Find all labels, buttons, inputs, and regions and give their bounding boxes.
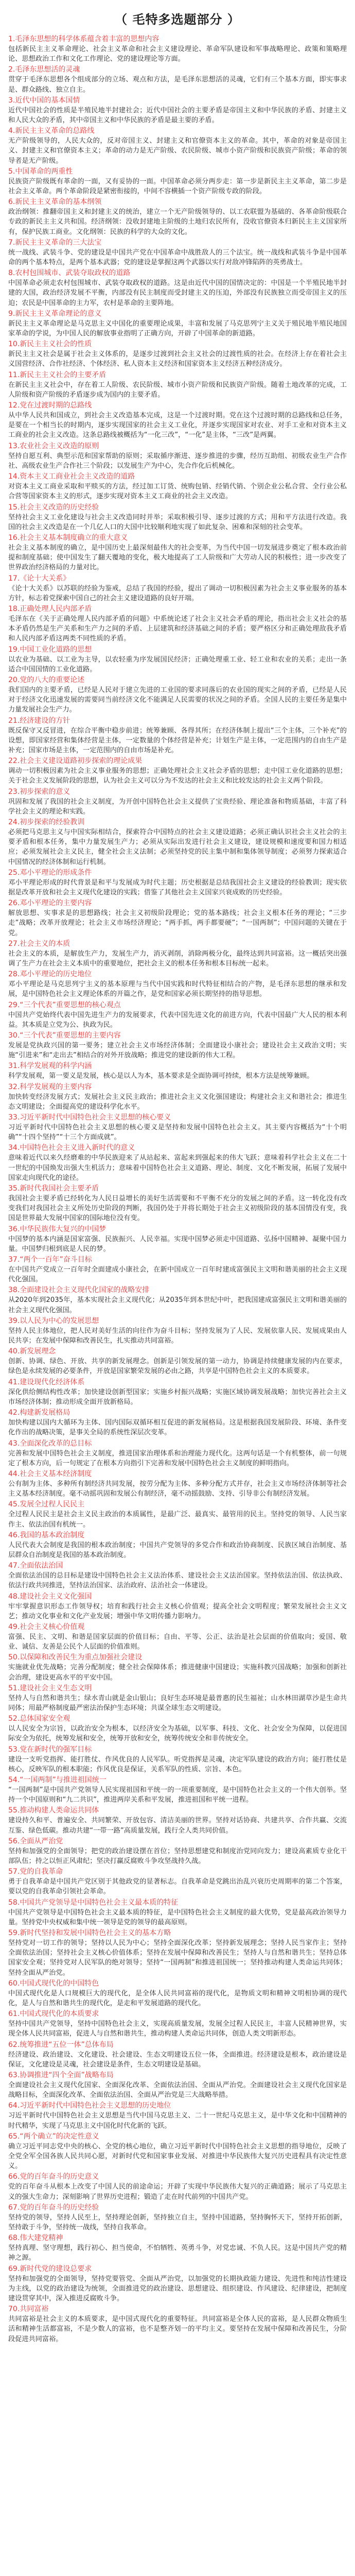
question-item [8, 645, 347, 674]
question-answer: 统一战线、武装斗争、党的建设是中国共产党在中国革命中战胜敌人的三个法宝。统一战线和武装斗争是中国革命的两个基本特点，是两个基本武器；党的建设是掌握这两个武器以实行对敌冲锋陷阵的英勇战士。 [8, 248, 347, 267]
question-answer: 习近平新时代中国特色社会主义思想是当代中国马克思主义、二十一世纪马克思主义，是中华文化和中国精神的时代精华，实现了马克思主义中国化时代化新的飞跃。 [8, 2112, 347, 2130]
question-title: 64.习近平新时代中国特色社会主义思想的历史地位 [8, 2102, 171, 2110]
question-item [8, 1347, 347, 1376]
question-answer: 中国共产党始终代表中国先进生产力的发展要求，代表中国先进文化的前进方向，代表中国最广大人民的根本利益。其本质是立党为公、执政为民。 [8, 1011, 347, 1029]
question-answer: 近代中国社会的性质是半殖民地半封建社会；近代中国社会的主要矛盾是帝国主义和中华民族的矛盾、封建主义和人民大众的矛盾，其中帝国主义和中华民族的矛盾是最主要的矛盾。 [8, 106, 347, 125]
question-item [8, 604, 347, 644]
question-item [8, 1714, 347, 1743]
question-item [8, 2040, 347, 2070]
question-item [8, 309, 347, 338]
question-list [8, 35, 347, 2344]
question-answer: 深化供给侧结构性改革；加快建设创新型国家；实施乡村振兴战略；实施区域协调发展战略；加快完善社会主义市场经济体制；推动形成全面开放新格局。 [8, 1388, 347, 1406]
question-item [8, 1561, 347, 1590]
question-item [8, 238, 347, 267]
question-title: 5.中国革命的两重性 [8, 167, 73, 176]
question-item [8, 1184, 347, 1224]
question-title: 33.习近平新时代中国特色社会主义思想的核心要义 [8, 1113, 171, 1122]
question-item [8, 1143, 347, 1183]
question-item [8, 1285, 347, 1315]
question-item [8, 1439, 347, 1468]
question-answer: 解放思想、实事求是的思想路线；社会主义初级阶段理论；党的基本路线；社会主义根本任务的理论；“三步走”战略；改革开放理论；社会主义市场经济理论；“两手抓，两手都要硬”；“一国两制”；中国问题的关键在于党。 [8, 909, 347, 937]
question-item [8, 197, 347, 237]
question-item [8, 2009, 347, 2039]
question-answer: 全面依法治国的总目标是建设中国特色社会主义法治体系、建设社会主义法治国家。坚持依法治国、依法执政、依法行政共同推进，坚持法治国家、法治政府、法治社会一体建设。 [8, 1572, 347, 1590]
question-answer: 建设持久和平、普遍安全、共同繁荣、开放包容、清洁美丽的世界。坚持对话协商、共建共享、合作共赢、交流互鉴、绿色低碳。推动共建“一带一路”高质量发展，践行全人类共同价值。 [8, 1817, 347, 1835]
question-answer: 中国梦的基本内涵是国家富强、民族振兴、人民幸福。实现中国梦必须走中国道路、弘扬中国精神、凝聚中国力量。中国梦归根到底是人民的梦。 [8, 1235, 347, 1253]
question-item [8, 340, 347, 369]
question-item [8, 1653, 347, 1682]
question-answer: 坚持人民主体地位，把人民对美好生活的向往作为奋斗目标；坚持发展为了人民、发展依靠人民、发展成果由人民共享；在发展中保障和改善民生，扎实推动共同富裕。 [8, 1327, 347, 1345]
question-title: 9.新民主主义革命理论的意义 [8, 309, 102, 318]
question-item [8, 1225, 347, 1254]
question-title: 48.建设社会主义文化强国 [8, 1592, 92, 1601]
question-answer: 中国共产党领导是中国特色社会主义最本质的特征，是中国特色社会主义制度的最大优势，党是最高政治领导力量。坚持党中央权威和集中统一领导是党的领导的最高原则。 [8, 1908, 347, 1926]
question-answer: 从2020年到2035年，基本实现社会主义现代化；从2035年到本世纪中叶，把我国建成富强民主文明和谐美丽的社会主义现代化强国。 [8, 1296, 347, 1314]
question-answer: 邓小平理论形成的时代背景是和平与发展成为时代主题；历史根据是总结我国社会主义建设的经验教训；现实依据是改革开放和社会主义现代化建设的实践；借鉴了其他社会主义国家兴衰成败的历史经验。 [8, 878, 347, 896]
question-title: 59.新时代坚持和发展中国特色社会主义的基本方略 [8, 1929, 171, 1937]
question-title: 26.邓小平理论的主要内容 [8, 899, 92, 908]
question-item [8, 533, 347, 573]
question-answer: 贯穿于毛泽东思想各个组成部分的立场、观点和方法，是毛泽东思想活的灵魂，它们有三个基本方面，即实事求是、群众路线、独立自主。 [8, 76, 347, 94]
question-title: 30.“三个代表”重要思想的主要内容 [8, 1031, 121, 1040]
question-title: 63.协调推进“四个全面”战略布局 [8, 2071, 114, 2080]
question-item [8, 472, 347, 501]
question-title: 28.邓小平理论的历史地位 [8, 970, 92, 979]
question-item [8, 787, 347, 817]
question-title: 49.社会主义核心价值观 [8, 1622, 85, 1631]
question-title: 3.近代中国的基本国情 [8, 96, 80, 105]
question-title: 46.我国的基本政治制度 [8, 1531, 85, 1539]
question-item [8, 65, 347, 94]
question-item [8, 1745, 347, 1774]
question-title: 10.新民主主义社会的性质 [8, 340, 92, 349]
question-answer: 公有制为主体、多种所有制经济共同发展，按劳分配为主体、多种分配方式并存，社会主义市场经济体制等社会主义基本经济制度。毫不动摇巩固和发展公有制经济，毫不动摇鼓励、支持、引导非公有制经济发展。 [8, 1480, 347, 1498]
question-title: 61.中国式现代化的本质要求 [8, 2010, 99, 2019]
question-answer: 创新、协调、绿色、开放、共享的新发展理念。创新是引领发展的第一动力，协调是持续健康发展的内在要求，绿色是永续发展的必要条件，开放是国家繁荣发展的必由之路，共享是中国特色社会主义的本质要求。 [8, 1358, 347, 1376]
question-title: 6.新民主主义革命的基本纲领 [8, 198, 102, 207]
question-item [8, 401, 347, 440]
question-item [8, 1500, 347, 1529]
question-title: 52.总体国家安全观 [8, 1715, 70, 1723]
question-answer: 意味着近代以来久经磨难的中华民族迎来了从站起来、富起来到强起来的伟大飞跃；意味着科学社会主义在二十一世纪的中国焕发出强大生机活力；意味着中国特色社会主义道路、理论、制度、文化不断发展，拓展了发展中国家走向现代化的途径。 [8, 1154, 347, 1182]
question-title: 66.党的百年奋斗的历史意义 [8, 2173, 99, 2181]
question-answer: 科学发展观，第一要义是发展，核心是以人为本，基本要求是全面协调可持续，根本方法是统筹兼顾。 [8, 1072, 314, 1080]
question-answer: 社会主义的本质，是解放生产力，发展生产力，消灭剥削，消除两极分化，最终达到共同富裕。这一概括突出强调了生产力在社会主义本质中的重要地位，把社会主义的根本任务和根本目标统一起来。 [8, 950, 347, 968]
question-answer: 新民主主义社会是属于社会主义体系的，是逐步过渡到社会主义社会的过渡性质的社会。在经济上存在着社会主义国营经济、合作社经济、个体经济、私人资本主义经济和国家资本主义经济五种经济成分。 [8, 350, 347, 368]
question-answer: 巩固和发展了我国的社会主义制度，为开创中国特色社会主义提供了宝贵经验、理论准备和物质基础，丰富了科学社会主义的理论和实践。 [8, 798, 347, 816]
question-title: 17.《论十大关系》 [8, 574, 70, 583]
question-title: 67.党的百年奋斗的历史经验 [8, 2203, 99, 2212]
question-title: 15.社会主义改造的历史经验 [8, 503, 99, 512]
question-title: 68.伟大建党精神 [8, 2234, 63, 2243]
question-item [8, 2203, 347, 2232]
question-title: 11.新民主主义社会的主要矛盾 [8, 370, 106, 379]
question-item [8, 818, 347, 867]
question-title: 35.新时代我国社会主要矛盾 [8, 1184, 99, 1193]
question-title: 65.“两个确立”的决定性意义 [8, 2132, 99, 2141]
question-title: 45.发展全过程人民民主 [8, 1500, 85, 1509]
question-item [8, 1684, 347, 1713]
question-answer: 实施就业优先战略；完善分配制度；健全社会保障体系；推进健康中国建设；实施科教兴国战略；加强和创新社会治理，建设更高水平的平安中国。 [8, 1664, 347, 1682]
question-item [8, 1082, 347, 1112]
question-answer: 全面建设社会主义现代化国家、全面深化改革、全面依法治国、全面从严治党。全面建设社会主义现代化国家是战略目标，全面深化改革、全面依法治国、全面从严治党是三大战略举措。 [8, 2081, 347, 2099]
question-answer: 坚持社会主义工业化建设与社会主义改造同时并举；采取积极引导、逐步过渡的方式；用和平方法进行改造。我国的社会主义改造是在一个几亿人口的大国中比较顺利地实现了如此复杂、困难和深刻的社会变革。 [8, 513, 347, 531]
question-answer: 发展是党执政兴国的第一要务；建立社会主义市场经济体制；全面建设小康社会；建设社会主义政治文明；实施“引进来”和“走出去”相结合的对外开放战略；推进党的建设新的伟大工程。 [8, 1042, 347, 1060]
question-item [8, 370, 347, 400]
question-item [8, 1837, 347, 1866]
question-answer: 建设一支听党指挥、能打胜仗、作风优良的人民军队。听党指挥是灵魂，决定军队建设的政治方向；能打胜仗是核心，反映军队的根本职能；作风优良是保证，关系军队的性质、宗旨、本色。 [8, 1755, 347, 1773]
question-answer: “一国两制”是中国共产党领导人民实现祖国和平统一的一项重要制度，是中国特色社会主义的一个伟大创举。坚持一个中国原则和“九二共识”，推进两岸关系和平发展，推进祖国和平统一进程。 [8, 1786, 347, 1804]
question-title: 24.初步探索的经验教训 [8, 818, 85, 826]
question-item [8, 96, 347, 125]
question-item [8, 1898, 347, 1927]
question-answer: 政治纲领：推翻帝国主义和封建主义的统治，建立一个无产阶级领导的、以工农联盟为基础的、各革命阶级联合专政的新民主主义共和国。经济纲领：没收封建地主阶级的土地归农民所有，没收官僚资本归新民主主义国家所有，保护民族工商业。文化纲领：民族的科学的大众的文化。 [8, 208, 347, 236]
question-title: 27.社会主义的本质 [8, 939, 70, 948]
question-title: 2.毛泽东思想活的灵魂 [8, 65, 80, 74]
question-answer: 以农业为基础、以工业为主导，以农轻重为序发展国民经济；正确处理重工业、轻工业和农业的关系；走出一条适合中国国情的工业化道路。 [8, 655, 347, 673]
question-answer: 富强、民主、文明、和谐是国家层面的价值目标；自由、平等、公正、法治是社会层面的价值取向；爱国、敬业、诚信、友善是公民个人层面的价值准则。 [8, 1633, 347, 1651]
question-title: 50.以保障和改善民生为重点加强社会建设 [8, 1653, 143, 1662]
question-item [8, 1113, 347, 1142]
question-answer: 我国社会主要矛盾已经转化为人民日益增长的美好生活需要和不平衡不充分的发展之间的矛盾。这一转化没有改变我们对我国社会主义所处历史阶段的判断，我国仍处于并将长期处于社会主义初级阶段的基本国情没有变，我国是世界最大发展中国家的国际地位没有变。 [8, 1195, 347, 1223]
question-title: 1.毛泽东思想的科学体系蕴含着丰富的思想内容 [8, 35, 159, 43]
question-item [8, 2101, 347, 2130]
question-answer: 坚持真理、坚守理想，践行初心、担当使命，不怕牺牲、英勇斗争，对党忠诚、不负人民。这是中国共产党的精神之源。 [8, 2244, 347, 2262]
question-title: 12.党在过渡时期的总路线 [8, 401, 92, 410]
question-item [8, 126, 347, 166]
question-title: 51.建设社会主义生态文明 [8, 1684, 92, 1692]
question-answer: 对资本主义工商业采取和平赎买的方法，经过加工订货、统购包销、经销代销、个别企业公私合营、全行业公私合营等国家资本主义的形式，逐步实现对资本主义工商业的社会主义改造。 [8, 483, 347, 501]
question-answer: 坚持和加强党的全面领导，坚持党要管党、全面从严治党，以加强党的长期执政能力建设、先进性和纯洁性建设为主线，以党的政治建设为统领，全面推进党的政治建设、思想建设、组织建设、作风建设、纪律建设，把制度建设贯穿其中，深入推进反腐败斗争。 [8, 2275, 347, 2303]
question-item [8, 442, 347, 471]
question-title: 54.“一国两制”与推进祖国统一 [8, 1775, 106, 1784]
question-item [8, 1531, 347, 1560]
question-item [8, 1928, 347, 1978]
question-item [8, 2304, 347, 2344]
question-item [8, 1061, 347, 1081]
question-title: 56.全面从严治党 [8, 1837, 63, 1845]
question-item [8, 574, 347, 603]
question-answer: 中国革命必须走农村包围城市、武装夺取政权的道路。这是由近代中国的国情决定的：中国是一个半殖民地半封建的大国，政治经济发展不平衡，内部没有民主制度而受封建主义的压迫，外部没有民族独立而受帝国主义的压迫；农民是中国革命的主力军，农村是革命的主要阵地。 [8, 279, 347, 307]
question-answer: 共同富裕是社会主义的本质要求，是中国式现代化的重要特征。共同富裕是全体人民的富裕，是人民群众物质生活和精神生活都富裕，不是少数人的富裕，也不是整齐划一的平均主义。要坚持在发展中保障和改善民生，分阶段促进共同富裕。 [8, 2315, 347, 2343]
question-title: 18.正确处理人民内部矛盾 [8, 604, 92, 613]
question-item [8, 1622, 347, 1652]
question-item [8, 1378, 347, 1407]
question-item [8, 1979, 347, 2008]
question-answer: 坚持党对一切工作的领导；坚持以人民为中心；坚持全面深化改革；坚持新发展理念；坚持人民当家作主；坚持全面依法治国；坚持社会主义核心价值体系；坚持在发展中保障和改善民生；坚持人与自然和谐共生；坚持总体国家安全观；坚持党对人民军队的绝对领导；坚持“一国两制”和推进祖国统一；坚持推动构建人类命运共同体；坚持全面从严治党。 [8, 1939, 347, 1977]
question-title: 57.党的自我革命 [8, 1868, 63, 1876]
question-item [8, 1867, 347, 1896]
question-item [8, 2172, 347, 2201]
question-answer: 坚持自愿互利、典型示范和国家帮助的原则；采取循序渐进、逐步推进的步骤，经历互助组、初级农业生产合作社、高级农业生产合作社三个阶段；以发展生产为中心，先合作化后机械化。 [8, 452, 347, 470]
question-item [8, 35, 347, 64]
question-title: 16.社会主义基本制度确立的重大意义 [8, 533, 128, 542]
question-title: 43.全面深化改革的总目标 [8, 1439, 92, 1448]
question-answer: 完善和发展中国特色社会主义制度，推进国家治理体系和治理能力现代化。这两句话是一个有机整体，前一句规定了根本方向，后一句规定了在根本方向指引下完善和发展中国特色社会主义制度的鲜明指向。 [8, 1449, 347, 1467]
question-title: 7.新民主主义革命的三大法宝 [8, 238, 102, 247]
question-item [8, 1775, 347, 1805]
question-answer: 调动一切积极因素为社会主义事业服务的思想；正确处理社会主义社会矛盾的思想；走中国工业化道路的思想；关于社会主义发展阶段的思想，认为社会主义可以分为不发达的社会主义和比较发达的社会主义两个阶段。 [8, 767, 347, 785]
question-answer: 确立习近平同志党中央的核心、全党的核心地位，确立习近平新时代中国特色社会主义思想的指导地位，反映了全党全军全国各族人民共同心愿，对新时代党和国家事业发展、对推进中华民族伟大复兴历史进程具有决定性意义。 [8, 2142, 347, 2171]
question-answer: 民族资产阶级既有革命的一面，又有妥协的一面。中国革命必须分两步走：第一步是新民主主义革命，第二步是社会主义革命。两个革命阶段是紧密衔接的，中间不容横插一个资产阶级专政的阶段。 [8, 177, 347, 196]
question-answer: 以人民安全为宗旨，以政治安全为根本，以经济安全为基础，以军事、科技、文化、社会安全为保障，以促进国际安全为依托，统筹发展和安全，统筹开放和安全，统筹传统安全和非传统安全。 [8, 1725, 347, 1743]
question-answer: 经济建设、政治建设、文化建设、社会建设、生态文明建设五位一体，全面推进。经济建设是根本，政治建设是保证，文化建设是灵魂，社会建设是条件，生态文明建设是基础。 [8, 2050, 347, 2069]
question-title: 62.统筹推进“五位一体”总体布局 [8, 2040, 114, 2049]
question-answer: 坚持党的领导，坚持人民至上，坚持理论创新，坚持独立自主，坚持中国道路，坚持胸怀天下，坚持开拓创新，坚持敢于斗争，坚持统一战线，坚持自我革命。 [8, 2213, 347, 2232]
question-item [8, 2264, 347, 2304]
question-answer: 坚持中国共产党领导，坚持中国特色社会主义，实现高质量发展，发展全过程人民民主，丰富人民精神世界，实现全体人民共同富裕，促进人与自然和谐共生，推动构建人类命运共同体，创造人类文明新形态。 [8, 2020, 347, 2038]
question-title: 13.农业社会主义改造的原则 [8, 442, 99, 450]
question-item [8, 1408, 347, 1437]
question-answer: 包括新民主主义革命理论、社会主义革命和社会主义建设理论、革命军队建设和军事战略理论、政策和策略理论、思想政治工作和文化工作理论、党的建设理论等方面。 [8, 45, 347, 63]
question-answer: 坚持和加强党的全面领导；把党的政治建设摆在首位；坚持思想建党和制度治党同向发力；建设高素质专业化干部队伍；持之以恒正风肃纪；坚决打赢反腐败斗争攻坚战持久战。 [8, 1847, 347, 1865]
question-item [8, 716, 347, 756]
question-title: 38.全面建设社会主义现代化国家的战略安排 [8, 1286, 150, 1295]
question-title: 31.科学发展观的科学内涵 [8, 1062, 92, 1071]
question-item [8, 868, 347, 897]
question-item [8, 899, 347, 938]
question-answer: 党的百年奋斗从根本上改变了中国人民的前途命运；开辟了实现中华民族伟大复兴的正确道路；展示了马克思主义的强大生命力；深刻影响了世界历史进程；锻造了走在时代前列的中国共产党。 [8, 2183, 347, 2201]
question-item [8, 970, 347, 999]
question-item [8, 939, 347, 969]
question-answer: 坚持人与自然和谐共生；绿水青山就是金山银山；良好生态环境是最普惠的民生福祉；山水林田湖草沙是生命共同体；用最严格制度最严密法治保护生态环境；共谋全球生态文明建设。 [8, 1694, 347, 1712]
question-answer: 勇于自我革命是中国共产党区别于其他政党的显著标志。自我革命是党跳出治乱兴衰历史周期率的第二个答案，要以党的自我革命引领社会革命。 [8, 1878, 347, 1896]
question-answer: 《论十大关系》以苏联的经验为鉴戒，总结了我国的经验，提出了调动一切积极因素为社会主义事业服务的基本方针，标志着党探索中国自己的社会主义建设道路的良好开端。 [8, 584, 347, 602]
question-title: 53.党在新时代的强军目标 [8, 1745, 92, 1754]
question-answer: 毛泽东在《关于正确处理人民内部矛盾的问题》中系统论述了社会主义社会矛盾的理论，指出社会主义社会的基本矛盾仍然是生产关系和生产力之间的矛盾、上层建筑和经济基础之间的矛盾；要严格区分和正确处理敌我矛盾和人民内部矛盾这两类不同性质的矛盾。 [8, 615, 347, 643]
question-title: 14.资本主义工商业社会主义改造的道路 [8, 472, 135, 481]
document-title: （ 毛特多选题部分 ） [115, 12, 240, 27]
question-answer: 既反保守又反冒进，在综合平衡中稳步前进；统筹兼顾、各得其所；在经济体制上提出“三个主体，三个补充”的设想，即国家经营和集体经营是主体，一定数量的个体经营是补充；计划生产是主体，一定范围内的自由生产是补充；国家市场是主体，一定范围内的自由市场是补充。 [8, 726, 347, 754]
question-answer: 我们国内的主要矛盾，已经是人民对于建立先进的工业国的要求同落后的农业国的现实之间的矛盾，已经是人民对于经济文化迅速发展的需要同当前经济文化不能满足人民需要的状况之间的矛盾。全国人民的主要任务是集中力量发展社会生产力。 [8, 686, 347, 714]
question-title: 36.中华民族伟大复兴的中国梦 [8, 1225, 106, 1233]
question-item [8, 675, 347, 715]
question-title: 20.党的八大的重要论述 [8, 675, 85, 684]
question-title: 47.全面依法治国 [8, 1562, 63, 1570]
question-answer: 必须把马克思主义与中国实际相结合，探索符合中国特点的社会主义建设道路；必须正确认识社会主义社会的主要矛盾和根本任务，集中力量发展生产力；必须从实际出发进行社会主义建设，建设规模和速度要和国力相适应；必须发展社会主义民主，健全社会主义法制；必须坚持党的民主集中制和集体领导制度；必须努力探索适合中国情况的经济体制和运行机制。 [8, 828, 347, 866]
question-answer: 邓小平理论是马克思列宁主义的基本原理与当代中国实践和时代特征相结合的产物，是毛泽东思想的继承和发展，是中国特色社会主义理论体系的开篇之作，是党和国家必须长期坚持的指导思想。 [8, 980, 347, 998]
question-title: 19.中国工业化道路的思想 [8, 645, 92, 654]
question-title: 55.推动构建人类命运共同体 [8, 1806, 99, 1815]
question-item [8, 503, 347, 532]
question-item [8, 2233, 347, 2263]
question-title: 42.构建新发展格局 [8, 1409, 70, 1417]
question-item [8, 1316, 347, 1346]
question-answer: 习近平新时代中国特色社会主义思想的核心要义是坚持和发展中国特色社会主义。其主要内容概括为“十个明确”“十四个坚持”“十三个方面成就”。 [8, 1124, 347, 1142]
question-answer: 中国式现代化是人口规模巨大的现代化，是全体人民共同富裕的现代化，是物质文明和精神文明相协调的现代化，是人与自然和谐共生的现代化，是走和平发展道路的现代化。 [8, 1989, 347, 2008]
question-title: 70.共同富裕 [8, 2305, 49, 2314]
question-answer: 社会主义基本制度的确立，是中国历史上最深刻最伟大的社会变革，为当代中国一切发展进步奠定了根本政治前提和制度基础；使中国发生了翻天覆地的变化，极大地提高了工人阶级和广大劳动人民的积极性；进一步改变了世界政治经济格局的力量对比。 [8, 544, 347, 572]
question-item [8, 1001, 347, 1030]
question-item [8, 756, 347, 786]
question-title: 44.社会主义基本经济制度 [8, 1469, 92, 1478]
question-item [8, 1255, 347, 1284]
question-item [8, 1031, 347, 1060]
question-answer: 在中国共产党成立一百年时全面建成小康社会，在新中国成立一百年时建成富强民主文明和谐美丽的社会主义现代化强国。 [8, 1266, 347, 1284]
question-title: 32.科学发展观的主要内容 [8, 1082, 92, 1091]
question-answer: 加快转变经济发展方式；发展社会主义民主政治；推进社会主义文化强国建设；构建社会主义和谐社会；推进生态文明建设；全面提高党的建设科学化水平。 [8, 1093, 347, 1111]
question-answer: 在新民主主义社会中，存在着工人阶级、农民阶级、城市小资产阶级和民族资产阶级。随着土地改革的完成，工人阶级和资产阶级的矛盾逐步成为国内的主要矛盾。 [8, 381, 347, 399]
question-title: 29.“三个代表”重要思想的核心观点 [8, 1001, 121, 1009]
question-item [8, 2132, 347, 2172]
question-item [8, 1806, 347, 1835]
question-answer: 新民主主义革命理论是马克思主义中国化的重要理论成果，丰富和发展了马克思列宁主义关于殖民地半殖民地国家革命的学说，为中国人民的解放事业指明了正确方向，开辟了中国革命的新道路。 [8, 319, 347, 338]
question-answer: 从中华人民共和国成立，到社会主义改造基本完成，这是一个过渡时期。党在这个过渡时期的总路线和总任务，是要在一个相当长的时期内，逐步实现国家的社会主义工业化，并逐步实现国家对农业、对手工业和对资本主义工商业的社会主义改造。这条总路线被概括为“一化三改”，“一化”是主体，“三改”是两翼。 [8, 412, 347, 439]
question-title: 37.“两个一百年”奋斗目标 [8, 1256, 92, 1264]
question-answer: 加快构建以国内大循环为主体、国内国际双循环相互促进的新发展格局。这是根据我国发展阶段、环境、条件变化作出的战略决策，是事关全局的系统性深层次变革。 [8, 1419, 347, 1437]
question-item [8, 167, 347, 196]
question-answer: 全过程人民民主是社会主义民主政治的本质属性，是最广泛、最真实、最管用的民主。坚持党的领导、人民当家作主、依法治国有机统一。 [8, 1511, 347, 1529]
question-title: 21.经济建设的方针 [8, 716, 70, 725]
question-title: 34.中国特色社会主义进入新时代的意义 [8, 1144, 135, 1153]
question-title: 60.中国式现代化的中国特色 [8, 1979, 99, 1988]
question-title: 41.建设现代化经济体系 [8, 1378, 85, 1386]
question-item [8, 2071, 347, 2100]
question-item [8, 1592, 347, 1621]
question-title: 4.新民主主义革命的总路线 [8, 127, 95, 135]
question-title: 40.新发展理念 [8, 1347, 56, 1356]
question-title: 39.以人民为中心的发展思想 [8, 1316, 99, 1325]
question-title: 25.邓小平理论的形成条件 [8, 868, 92, 877]
question-title: 23.初步探索的意义 [8, 787, 70, 796]
question-title: 22.社会主义建设道路初步探索的理论成果 [8, 757, 143, 766]
question-item [8, 268, 347, 308]
question-answer: 人民代表大会制度是我国的根本政治制度；中国共产党领导的多党合作和政治协商制度、民族区域自治制度、基层群众自治制度是我国的基本政治制度。 [8, 1541, 347, 1559]
question-title: 58.中国共产党领导是中国特色社会主义最本质的特征 [8, 1898, 179, 1907]
question-answer: 牢牢掌握意识形态工作领导权；培育和践行社会主义核心价值观；提高全社会文明程度；繁荣发展社会主义文艺；推动文化事业和文化产业发展；增强中华文明传播力影响力。 [8, 1602, 347, 1620]
question-answer: 无产阶级领导的，人民大众的，反对帝国主义、封建主义和官僚资本主义的革命。其中，革命的对象是帝国主义、封建主义和官僚资本主义；革命的动力是无产阶级、农民阶级、城市小资产阶级和民族资产阶级；革命的领导者是无产阶级。 [8, 137, 347, 165]
question-item [8, 1469, 347, 1499]
question-title: 69.新时代党的建设总要求 [8, 2264, 92, 2273]
question-title: 8.农村包围城市、武装夺取政权的道路 [8, 269, 131, 278]
